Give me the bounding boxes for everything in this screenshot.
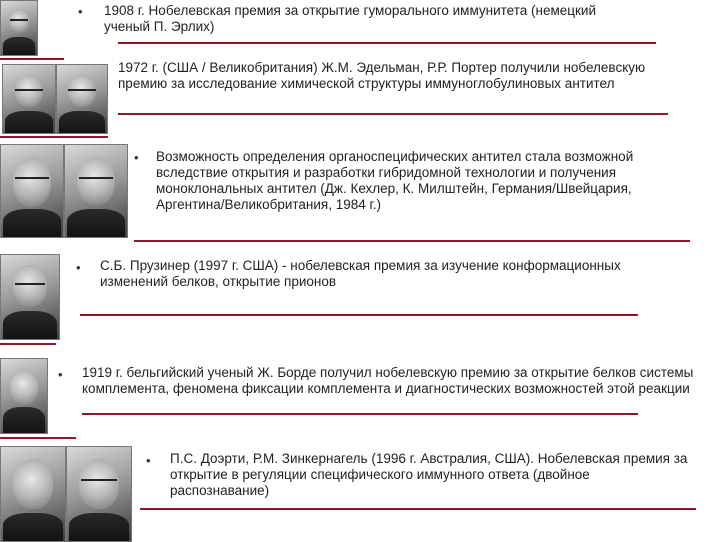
portrait-edelman bbox=[2, 64, 56, 134]
portrait-prusiner bbox=[0, 254, 60, 340]
portrait-koehler bbox=[0, 144, 64, 238]
entry-4-text: С.Б. Прузинер (1997 г. США) - нобелевская премия за изучение конформационных изменений белков, открытие прионов bbox=[100, 258, 621, 289]
portrait-ehrlich bbox=[0, 0, 38, 56]
entry-3-text: Возможность определения органоспецифических антител стала возможной вследствие открытия и разработки гибридомной технологии и получения моноклональных антител (Дж. Кехлер, К. Милштейн, Германия/Швейцария, Аргентина/Великобритания, 1984 г.) bbox=[156, 149, 634, 212]
divider-4-left bbox=[0, 343, 56, 345]
bullet-5: • bbox=[58, 367, 63, 382]
entry-2-text: 1972 г. (США / Великобритания) Ж.М. Эдельман, Р.Р. Портер получили нобелевскую премию за исследование химической структуры иммуноглобулиновых антител bbox=[118, 60, 646, 91]
divider-1 bbox=[118, 42, 656, 44]
divider-2-left bbox=[0, 136, 108, 138]
portrait-bordet bbox=[0, 358, 48, 434]
portrait-milstein bbox=[64, 144, 128, 238]
divider-2 bbox=[118, 113, 668, 115]
entry-1-text: 1908 г. Нобелевская премия за открытие гуморального иммунитета (немецкий ученый П. Эрлих) bbox=[104, 3, 596, 34]
divider-6 bbox=[140, 508, 696, 510]
divider-5-left bbox=[0, 437, 76, 439]
portrait-doherty bbox=[0, 446, 66, 542]
bullet-4: • bbox=[76, 260, 81, 275]
divider-5 bbox=[82, 413, 638, 415]
divider-4 bbox=[80, 314, 638, 316]
bullet-6: • bbox=[146, 453, 151, 468]
portrait-zinkernagel bbox=[66, 446, 132, 542]
portrait-porter bbox=[56, 64, 108, 134]
bullet-3: • bbox=[134, 150, 139, 165]
entry-5-text: 1919 г. бельгийский ученый Ж. Борде получил нобелевскую премию за открытие белков системы комплемента, феномена фиксации комплемента и диагностических возможностей этой реакции bbox=[82, 365, 694, 396]
divider-3 bbox=[134, 240, 690, 242]
entry-6-text: П.С. Доэрти, Р.М. Зинкернагель (1996 г. Австралия, США). Нобелевская премия за открытие в регуляции специфического иммунного ответа (двойное распознавание) bbox=[170, 451, 688, 498]
divider-1-left bbox=[0, 58, 64, 60]
bullet-1: • bbox=[78, 4, 83, 19]
